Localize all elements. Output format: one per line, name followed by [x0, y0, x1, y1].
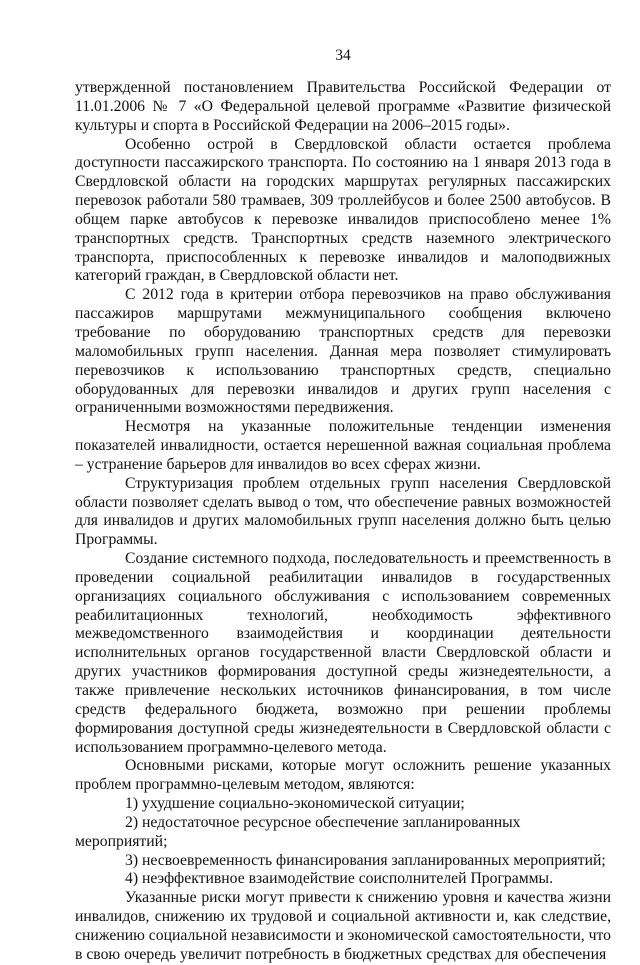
page-number: 34	[335, 47, 351, 64]
risk-item-cooperation: 4) неэффективное взаимодействие соисполнителей Программы.	[125, 870, 554, 888]
risk-item-economic: 1) ухудшение социально-экономической ситуации;	[125, 795, 465, 813]
paragraph-transport-accessibility: Особенно острой в Свердловской области остается проблема доступности пассажирского транспорта. По состоянию на 1 января 2013 года в Свердловской области на городских маршрутах регулярных пассажирских перевозок работали 580 трамваев, 309 троллейбусов и более 2500 автобусов. В общем парке автобусов к перевозке инвалидов приспособлено менее 1% транспортных средств. Транспортных средств наземного электрического транспорта, приспособленных к перевозке инвалидов и малоподвижных категорий граждан, в Свердловской области нет.	[75, 135, 611, 285]
document-body	[75, 79, 611, 965]
paragraph-systemic-approach: Создание системного подхода, последовательность и преемственность в проведении социальной реабилитации инвалидов в государственных организациях социального обслуживания с использованием современных реабилитационных технологий, необходимость эффективного межведомственного взаимодействия и координации деятельности исполнительных органов государственной власти Свердловской области и других участников формирования доступной среды жизнедеятельности, а также привлечение нескольких источников финансирования, в том числе средств федерального бюджета, возможно при решении проблемы формирования доступной среды жизнедеятельности в Свердловской области с использованием программно-целевого метода.	[75, 550, 611, 756]
paragraph-program-goal: Структуризация проблем отдельных групп населения Свердловской области позволяет сделать вывод о том, что обеспечение равных возможностей для инвалидов и других маломобильных групп населения должно быть целью Программы.	[75, 474, 611, 549]
paragraph-program-reference: утвержденной постановлением Правительства Российской Федерации от 11.01.2006 № 7 «О Федеральной целевой программе «Развитие физической культуры и спорта в Российской Федерации на 2006–2015 годы».	[75, 79, 611, 134]
paragraph-carrier-criteria: С 2012 года в критерии отбора перевозчиков на право обслуживания пассажиров маршрутами межмуниципального сообщения включено требование по оборудованию транспортных средств для перевозки маломобильных групп населения. Данная мера позволяет стимулировать перевозчиков к использованию транспортных средств, специально оборудованных для перевозки инвалидов и других групп населения с ограниченными возможностями передвижения.	[75, 286, 611, 417]
paragraph-risks-consequences: Указанные риски могут привести к снижению уровня и качества жизни инвалидов, снижению их трудовой и социальной активности и, как следствие, снижению социальной независимости и экономической самостоятельности, что в свою очередь увеличит потребность в бюджетных средствах для обеспечения	[75, 889, 611, 963]
risk-item-resources: 2) недостаточное ресурсное обеспечение запланированных мероприятий;	[75, 813, 521, 850]
paragraph-barriers-problem: Несмотря на указанные положительные тенденции изменения показателей инвалидности, остается нерешенной важная социальная проблема – устранение барьеров для инвалидов во всех сферах жизни.	[75, 418, 611, 473]
risk-item-financing: 3) несвоевременность финансирования запланированных мероприятий;	[125, 851, 606, 869]
paragraph-risks-intro: Основными рисками, которые могут осложнить решение указанных проблем программно-целевым методом, являются:	[75, 757, 611, 794]
